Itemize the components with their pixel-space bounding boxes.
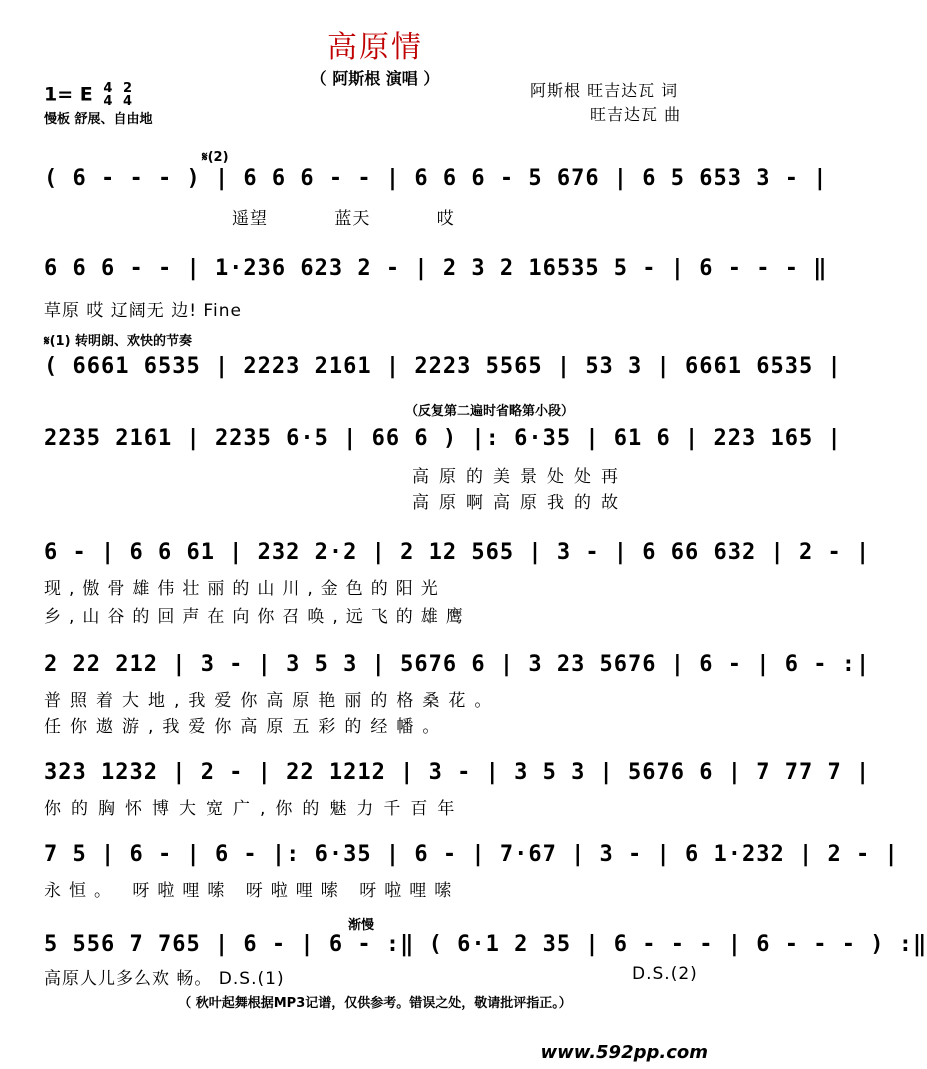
score-row-8: 7 5 | 6 - | 6 - |: 6·35 | 6 - | 7·67 | 3 - | 6 1·232 | 2 - | <box>44 842 899 867</box>
lyrics-row-4-verse-1: 高原的美景处处再 <box>412 467 628 487</box>
transcriber-note: （ 秋叶起舞根据MP3记谱，仅供参考。错误之处，敬请批评指正。） <box>178 996 572 1011</box>
score-row-5: 6 - | 6 6 61 | 232 2·2 | 2 12 565 | 3 - | 6 66 632 | 2 - | <box>44 540 871 565</box>
score-row-9: 5 556 7 765 | 6 - | 6 - :‖ ( 6·1 2 35 | 6 - - - | 6 - - - ) :‖ <box>44 932 927 957</box>
score-row-2: 6 6 6 - - | 1·236 623 2 - | 2 3 2 16535 5 - | 6 - - - ‖ <box>44 256 828 281</box>
singer-credit: （ 阿斯根 演唱 ） <box>310 69 440 88</box>
lyrics-row-9: 高原人儿多么欢 畅。 D.S.(1) <box>44 969 285 989</box>
time-sig-2-numerator: 2 <box>123 81 133 96</box>
lyrics-row-8: 永恒。 呀啦哩嗦 呀啦哩嗦 呀啦哩嗦 <box>44 881 460 901</box>
lyrics-row-5-verse-2: 乡,山谷的回声在向你召唤,远飞的雄鹰 <box>44 607 471 627</box>
ds2-mark: D.S.(2) <box>632 964 698 984</box>
lyrics-row-5-verse-1: 现,傲骨雄伟壮丽的山川,金色的阳光 <box>44 579 446 599</box>
lyrics-row-4-verse-2: 高原啊高原我的故 <box>412 493 628 513</box>
key-label: 1= E <box>44 83 93 106</box>
score-row-6: 2 22 212 | 3 - | 3 5 3 | 5676 6 | 3 23 5676 | 6 - | 6 - :| <box>44 652 871 677</box>
time-signature-2 <box>123 82 132 108</box>
key-signature <box>44 82 132 108</box>
lyrics-row-1: 遥望 蓝天 哎 <box>232 209 455 229</box>
time-sig-2-denominator: 4 <box>123 94 133 109</box>
composer-credit: 旺吉达瓦 曲 <box>590 105 682 124</box>
score-row-3: ( 6661 6535 | 2223 2161 | 2223 5565 | 53 3 | 6661 6535 | <box>44 354 842 379</box>
lyrics-row-6-verse-2: 任你遨游,我爱你高原五彩的经幡。 <box>44 717 449 737</box>
time-sig-1-denominator: 4 <box>103 94 113 109</box>
score-row-1: ( 6 - - - ) | 6 6 6 - - | 6 6 6 - 5 676 | 6 5 653 3 - | <box>44 166 828 191</box>
website-watermark: www.592pp.com <box>540 1042 708 1063</box>
time-sig-1-numerator: 4 <box>103 81 113 96</box>
section-note-1: 𝄋(1) 转明朗、欢快的节奏 <box>44 334 193 349</box>
repeat-note: （反复第二遍时省略第小段） <box>405 404 575 419</box>
lyrics-row-7: 你的胸怀博大宽广,你的魅力千百年 <box>44 799 465 819</box>
tempo-marking: 慢板 舒展、自由地 <box>44 112 153 127</box>
segno-mark: 𝄋(2) <box>202 150 229 165</box>
time-signature-1 <box>103 82 112 108</box>
lyrics-row-2: 草原 哎 辽阔无 边! Fine <box>44 301 242 321</box>
ritardando-mark: 渐慢 <box>348 918 375 933</box>
lyricist-credit: 阿斯根 旺吉达瓦 词 <box>530 81 679 100</box>
score-row-7: 323 1232 | 2 - | 22 1212 | 3 - | 3 5 3 | 5676 6 | 7 77 7 | <box>44 760 871 785</box>
lyrics-row-6-verse-1: 普照着大地,我爱你高原艳丽的格桑花。 <box>44 691 501 711</box>
score-row-4: 2235 2161 | 2235 6·5 | 66 6 ) |: 6·35 | 61 6 | 223 165 | <box>44 426 842 451</box>
song-title: 高原情 <box>327 30 423 65</box>
